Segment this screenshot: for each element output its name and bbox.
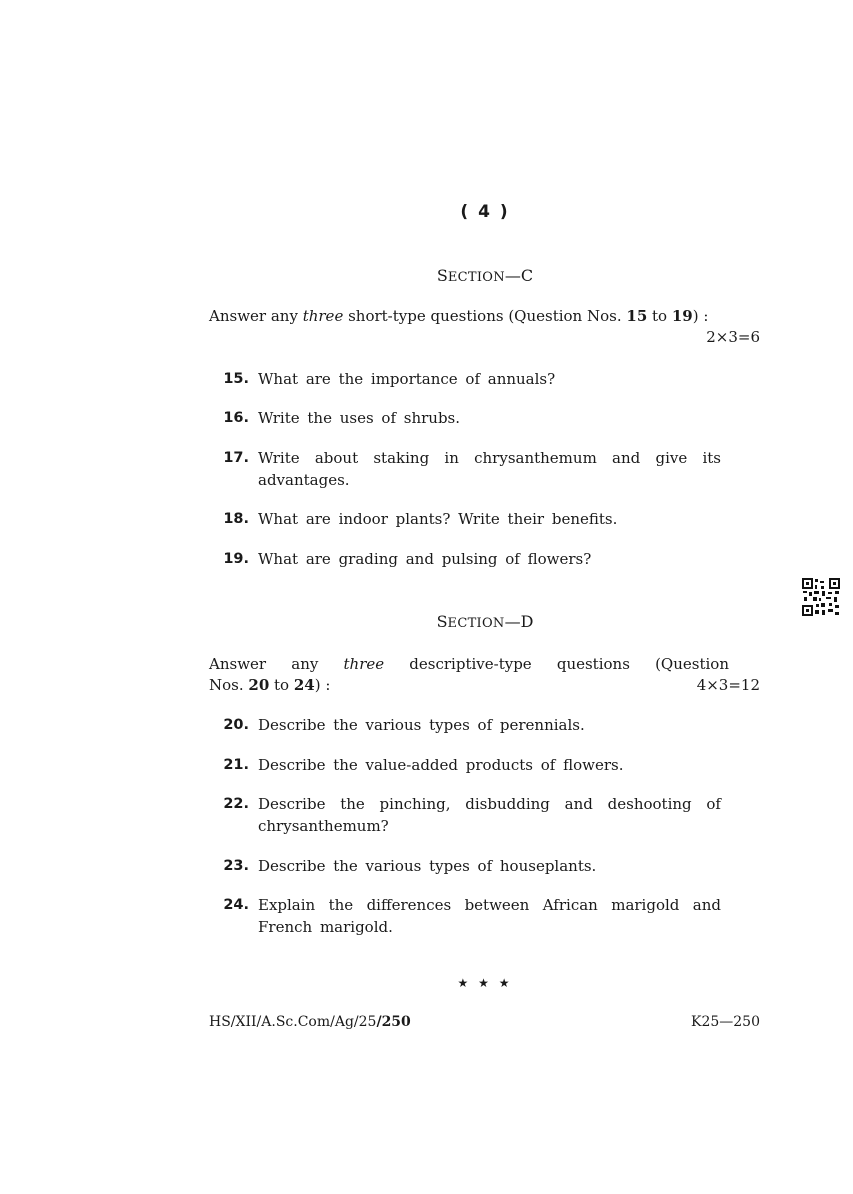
question-text: Describe the pinching, disbudding and deshooting of chrysanthemum? bbox=[258, 795, 721, 835]
question-item bbox=[209, 407, 721, 429]
question-number: 20. bbox=[223, 717, 249, 733]
question-number: 19. bbox=[223, 551, 249, 567]
question-text: What are the importance of annuals? bbox=[258, 370, 556, 388]
section-d-heading: SECTION—D bbox=[436, 612, 534, 631]
question-number: 15. bbox=[223, 371, 249, 387]
question-item bbox=[209, 548, 721, 570]
section-d-marks: 4×3=12 bbox=[696, 676, 760, 694]
question-text: Write about staking in chrysanthemum and give its advantages. bbox=[258, 449, 721, 489]
question-text: Explain the differences between African marigold and French marigold. bbox=[258, 896, 721, 936]
section-c-heading: SECTION—C bbox=[436, 266, 534, 285]
question-item bbox=[209, 508, 721, 530]
question-number: 18. bbox=[223, 511, 249, 527]
question-item bbox=[209, 368, 721, 390]
question-item bbox=[209, 855, 721, 877]
section-d-instruction-line2: Nos. 20 to 24) : 4×3=12 bbox=[209, 676, 760, 694]
end-marker-stars: ★ ★ ★ bbox=[457, 976, 513, 990]
question-item bbox=[209, 754, 721, 776]
question-number: 24. bbox=[223, 897, 249, 913]
section-c-instruction: Answer any three short-type questions (Question Nos. 15 to 19) : 2×3=6 bbox=[209, 307, 760, 346]
page-number: ( 4 ) bbox=[460, 202, 510, 222]
question-item bbox=[209, 894, 721, 938]
question-item bbox=[209, 447, 721, 491]
question-item bbox=[209, 714, 721, 736]
question-text: Describe the various types of houseplants. bbox=[258, 857, 597, 875]
question-text: What are grading and pulsing of flowers? bbox=[258, 550, 592, 568]
qr-code-icon bbox=[801, 577, 841, 617]
question-text: What are indoor plants? Write their benefits. bbox=[258, 510, 618, 528]
question-number: 23. bbox=[223, 858, 249, 874]
question-number: 17. bbox=[223, 450, 249, 466]
paper-code: HS/XII/A.Sc.Com/Ag/25/250 bbox=[209, 1014, 411, 1030]
print-code: K25—250 bbox=[691, 1014, 760, 1030]
question-number: 22. bbox=[223, 796, 249, 812]
question-text: Describe the various types of perennials. bbox=[258, 716, 585, 734]
question-text: Write the uses of shrubs. bbox=[258, 409, 461, 427]
question-text: Describe the value-added products of flowers. bbox=[258, 756, 624, 774]
section-d-instruction: Answer any three descriptive-type questions (Question bbox=[209, 655, 729, 673]
question-number: 16. bbox=[223, 410, 249, 426]
question-number: 21. bbox=[223, 757, 249, 773]
section-c-marks: 2×3=6 bbox=[706, 328, 760, 346]
question-item bbox=[209, 793, 721, 837]
